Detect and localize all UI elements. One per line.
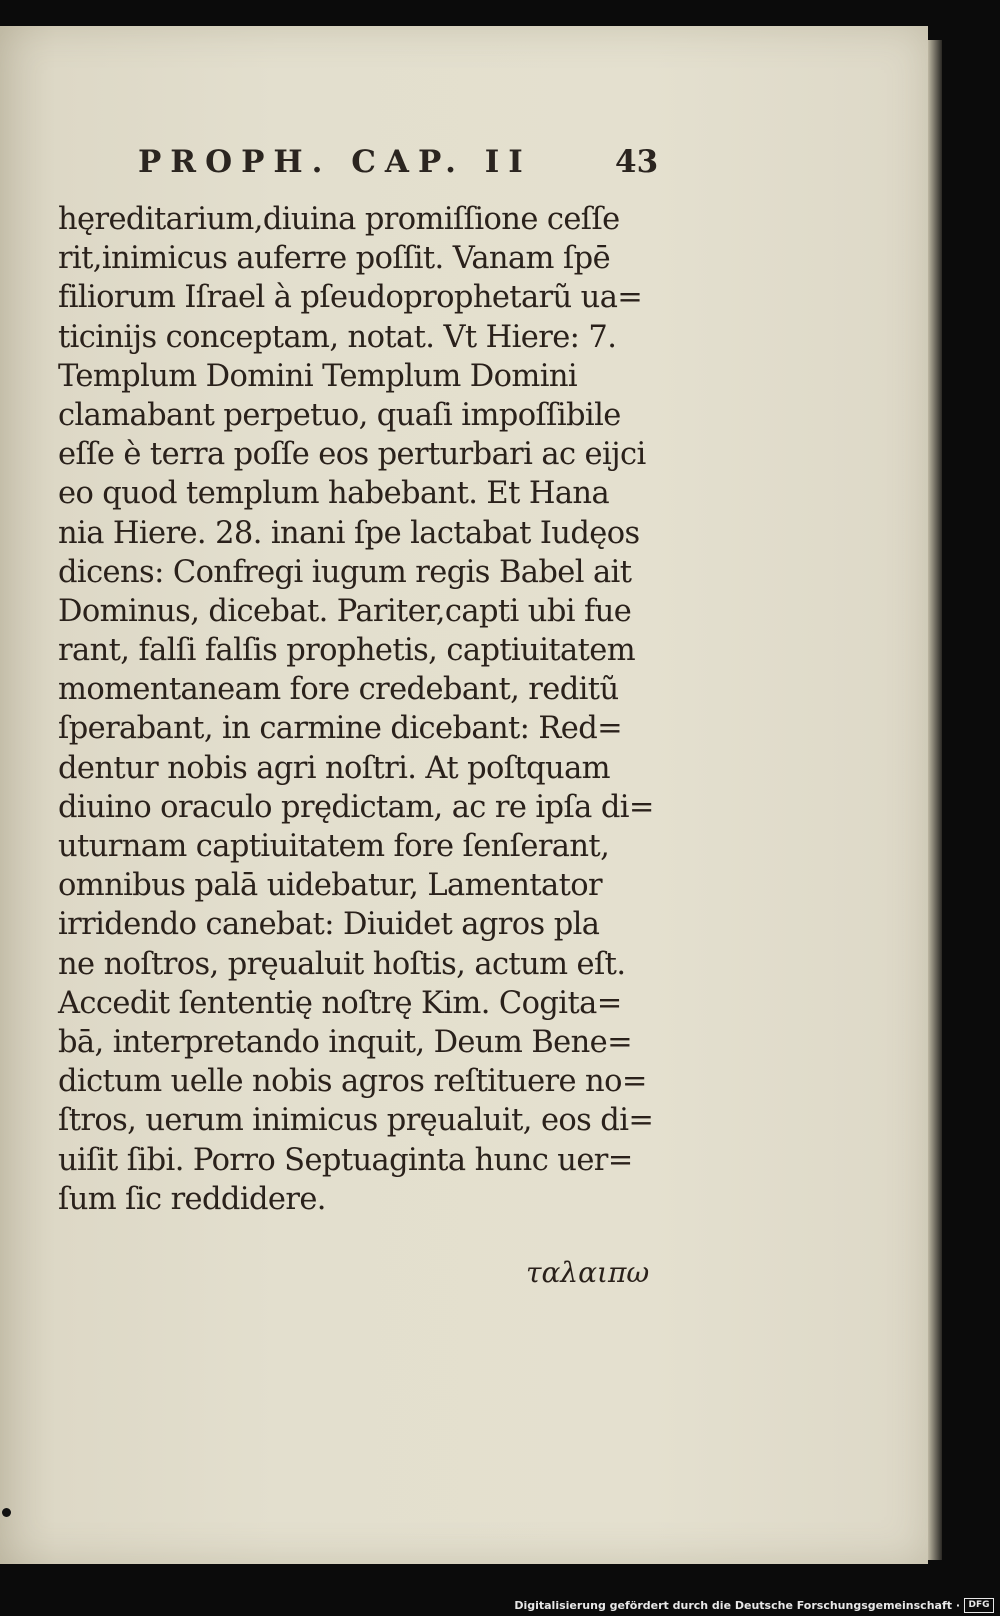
text-line: Templum Domini Templum Domini <box>58 358 578 394</box>
text-line: hęreditarium,diuina promiſſione ceſſe <box>58 202 620 237</box>
text-line: ſum ſic reddidere. <box>58 1181 326 1217</box>
text-line: irridendo canebat: Diuidet agros pla <box>58 907 600 943</box>
text-line: bā, interpretando inquit, Deum Bene= <box>58 1024 633 1060</box>
page-edge <box>928 40 942 1560</box>
digitization-credit: Digitalisierung gefördert durch die Deutsche Forschungsgemeinschaft · <box>514 1599 960 1612</box>
text-line: momentaneam fore credebant, reditũ <box>58 672 619 708</box>
text-line: ticinijs conceptam, notat. Vt Hiere: 7. <box>58 319 617 355</box>
text-line: Dominus, dicebat. Pariter,capti ubi fue <box>58 593 632 629</box>
text-line: diuino oraculo prędictam, ac re ipſa di= <box>58 789 654 825</box>
text-line: rant, falſi falſis prophetis, captiuitatem <box>58 633 636 669</box>
text-line: uiſit ſibi. Porro Septuaginta hunc uer= <box>58 1142 633 1178</box>
text-line: ſperabant, in carmine dicebant: Red= <box>58 711 623 747</box>
body-text <box>58 200 658 1219</box>
dfg-logo: DFG <box>964 1598 994 1613</box>
running-head <box>0 138 928 186</box>
text-line: clamabant perpetuo, quaſi impoſſibile <box>58 397 621 433</box>
text-line: uturnam captiuitatem fore ſenſerant, <box>58 829 610 864</box>
text-line: omnibus palā uidebatur, Lamentator <box>58 868 603 904</box>
catchword: ταλαιπω <box>526 1256 650 1289</box>
text-line: dentur nobis agri noſtri. At poſtquam <box>58 750 610 786</box>
text-line: rit,inimicus auferre poſſit. Vanam ſpē <box>58 241 611 277</box>
text-line: filiorum Iſrael à pſeudoprophetarũ ua= <box>58 280 643 316</box>
text-line: eſſe è terra poſſe eos perturbari ac eijci <box>58 437 646 473</box>
text-line: ſtros, uerum inimicus pręualuit, eos di= <box>58 1103 654 1139</box>
text-line: nia Hiere. 28. inani ſpe lactabat Iudęos <box>58 515 640 551</box>
text-line: dictum uelle nobis agros reſtituere no= <box>58 1064 647 1100</box>
book-page <box>0 26 928 1564</box>
text-line: eo quod templum habebant. Et Hana <box>58 476 610 512</box>
margin-dot <box>2 1508 11 1517</box>
text-line: ne noſtros, pręualuit hoſtis, actum eſt. <box>58 946 626 982</box>
running-title: PROPH. CAP. II <box>138 144 532 180</box>
page-number: 43 <box>615 144 659 180</box>
text-line: dicens: Confregi iugum regis Babel ait <box>58 554 632 590</box>
text-line: Accedit ſententię noſtrę Kim. Cogita= <box>58 985 622 1021</box>
